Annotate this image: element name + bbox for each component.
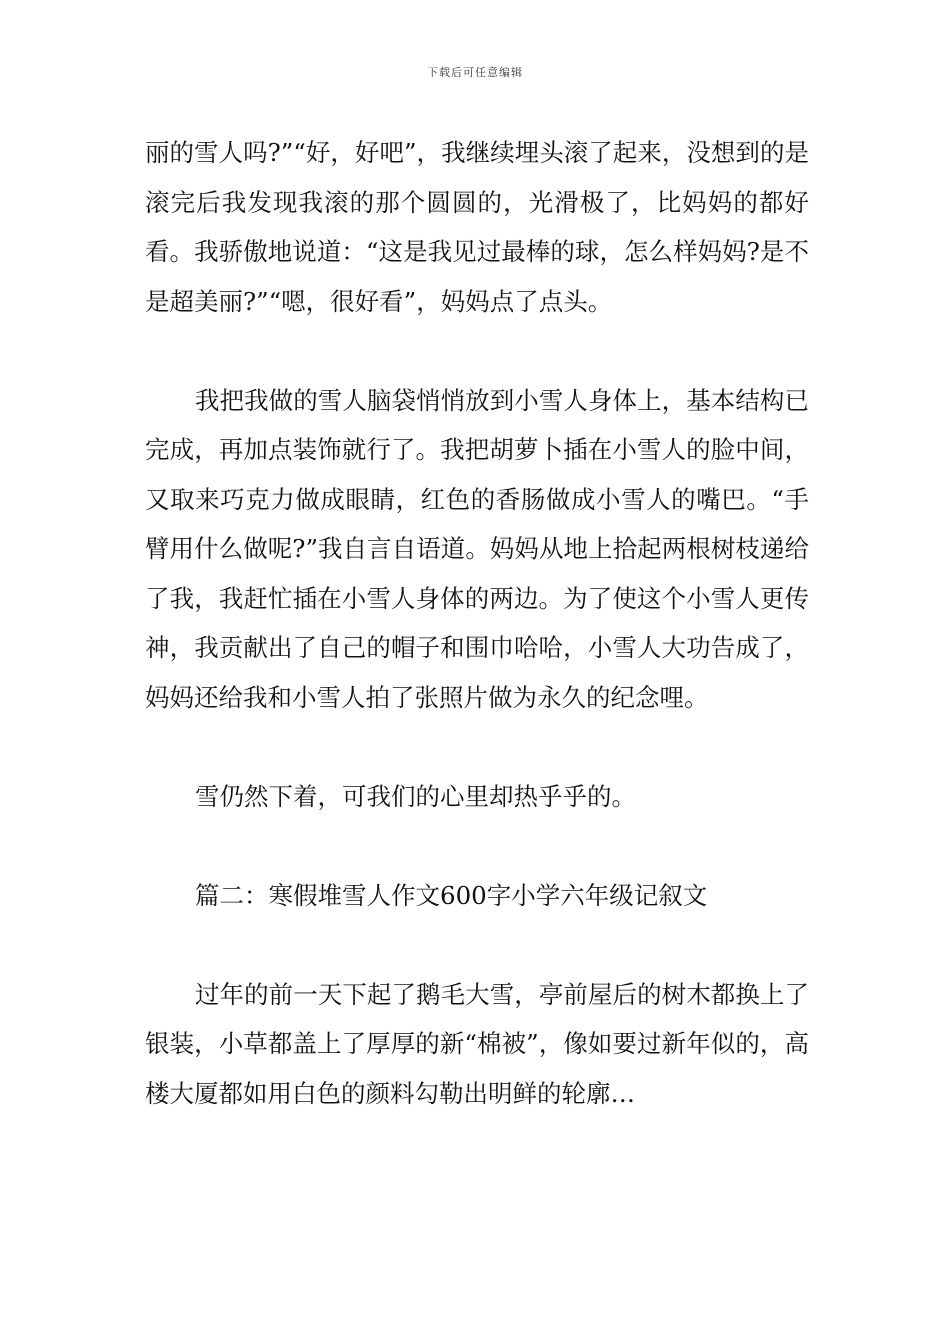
paragraph-continuation: 丽的雪人吗?”“好，好吧”，我继续埋头滚了起来，没想到的是滚完后我发现我滚的那个圆圆的，光滑极了，比妈妈的都好看。我骄傲地说道：“这是我见过最棒的球，怎么样妈妈?是不是超美丽?”“嗯，很好看”，妈妈点了点头。 bbox=[145, 138, 809, 316]
paragraph-spacer bbox=[145, 326, 809, 376]
paragraph-closing: 雪仍然下着，可我们的心里却热乎乎的。 bbox=[195, 781, 636, 811]
paragraph-spacer bbox=[145, 722, 809, 772]
paragraph-spacer bbox=[145, 821, 809, 871]
section-heading: 篇二：寒假堆雪人作文600字小学六年级记叙文 bbox=[195, 880, 708, 910]
paragraph-snowman-decoration: 我把我做的雪人脑袋悄悄放到小雪人身体上，基本结构已完成，再加点装饰就行了。我把胡萝卜插在小雪人的脸中间，又取来巧克力做成眼睛，红色的香肠做成小雪人的嘴巴。“手臂用什么做呢?”我自言自语道。妈妈从地上拾起两根树枝递给了我，我赶忙插在小雪人身体的两边。为了使这个小雪人更传神，我贡献出了自己的帽子和围巾哈哈，小雪人大功告成了，妈妈还给我和小雪人拍了张照片做为永久的纪念哩。 bbox=[145, 385, 809, 712]
page-header: 下载后可任意编辑 bbox=[427, 66, 523, 79]
paragraph-spacer bbox=[145, 920, 809, 970]
document-body bbox=[145, 128, 809, 1118]
paragraph-new-essay-opening: 过年的前一天下起了鹅毛大雪，亭前屋后的树木都换上了银装，小草都盖上了厚厚的新“棉被”，像如要过新年似的，高楼大厦都如用白色的颜料勾勒出明鲜的轮廓… bbox=[145, 979, 809, 1108]
